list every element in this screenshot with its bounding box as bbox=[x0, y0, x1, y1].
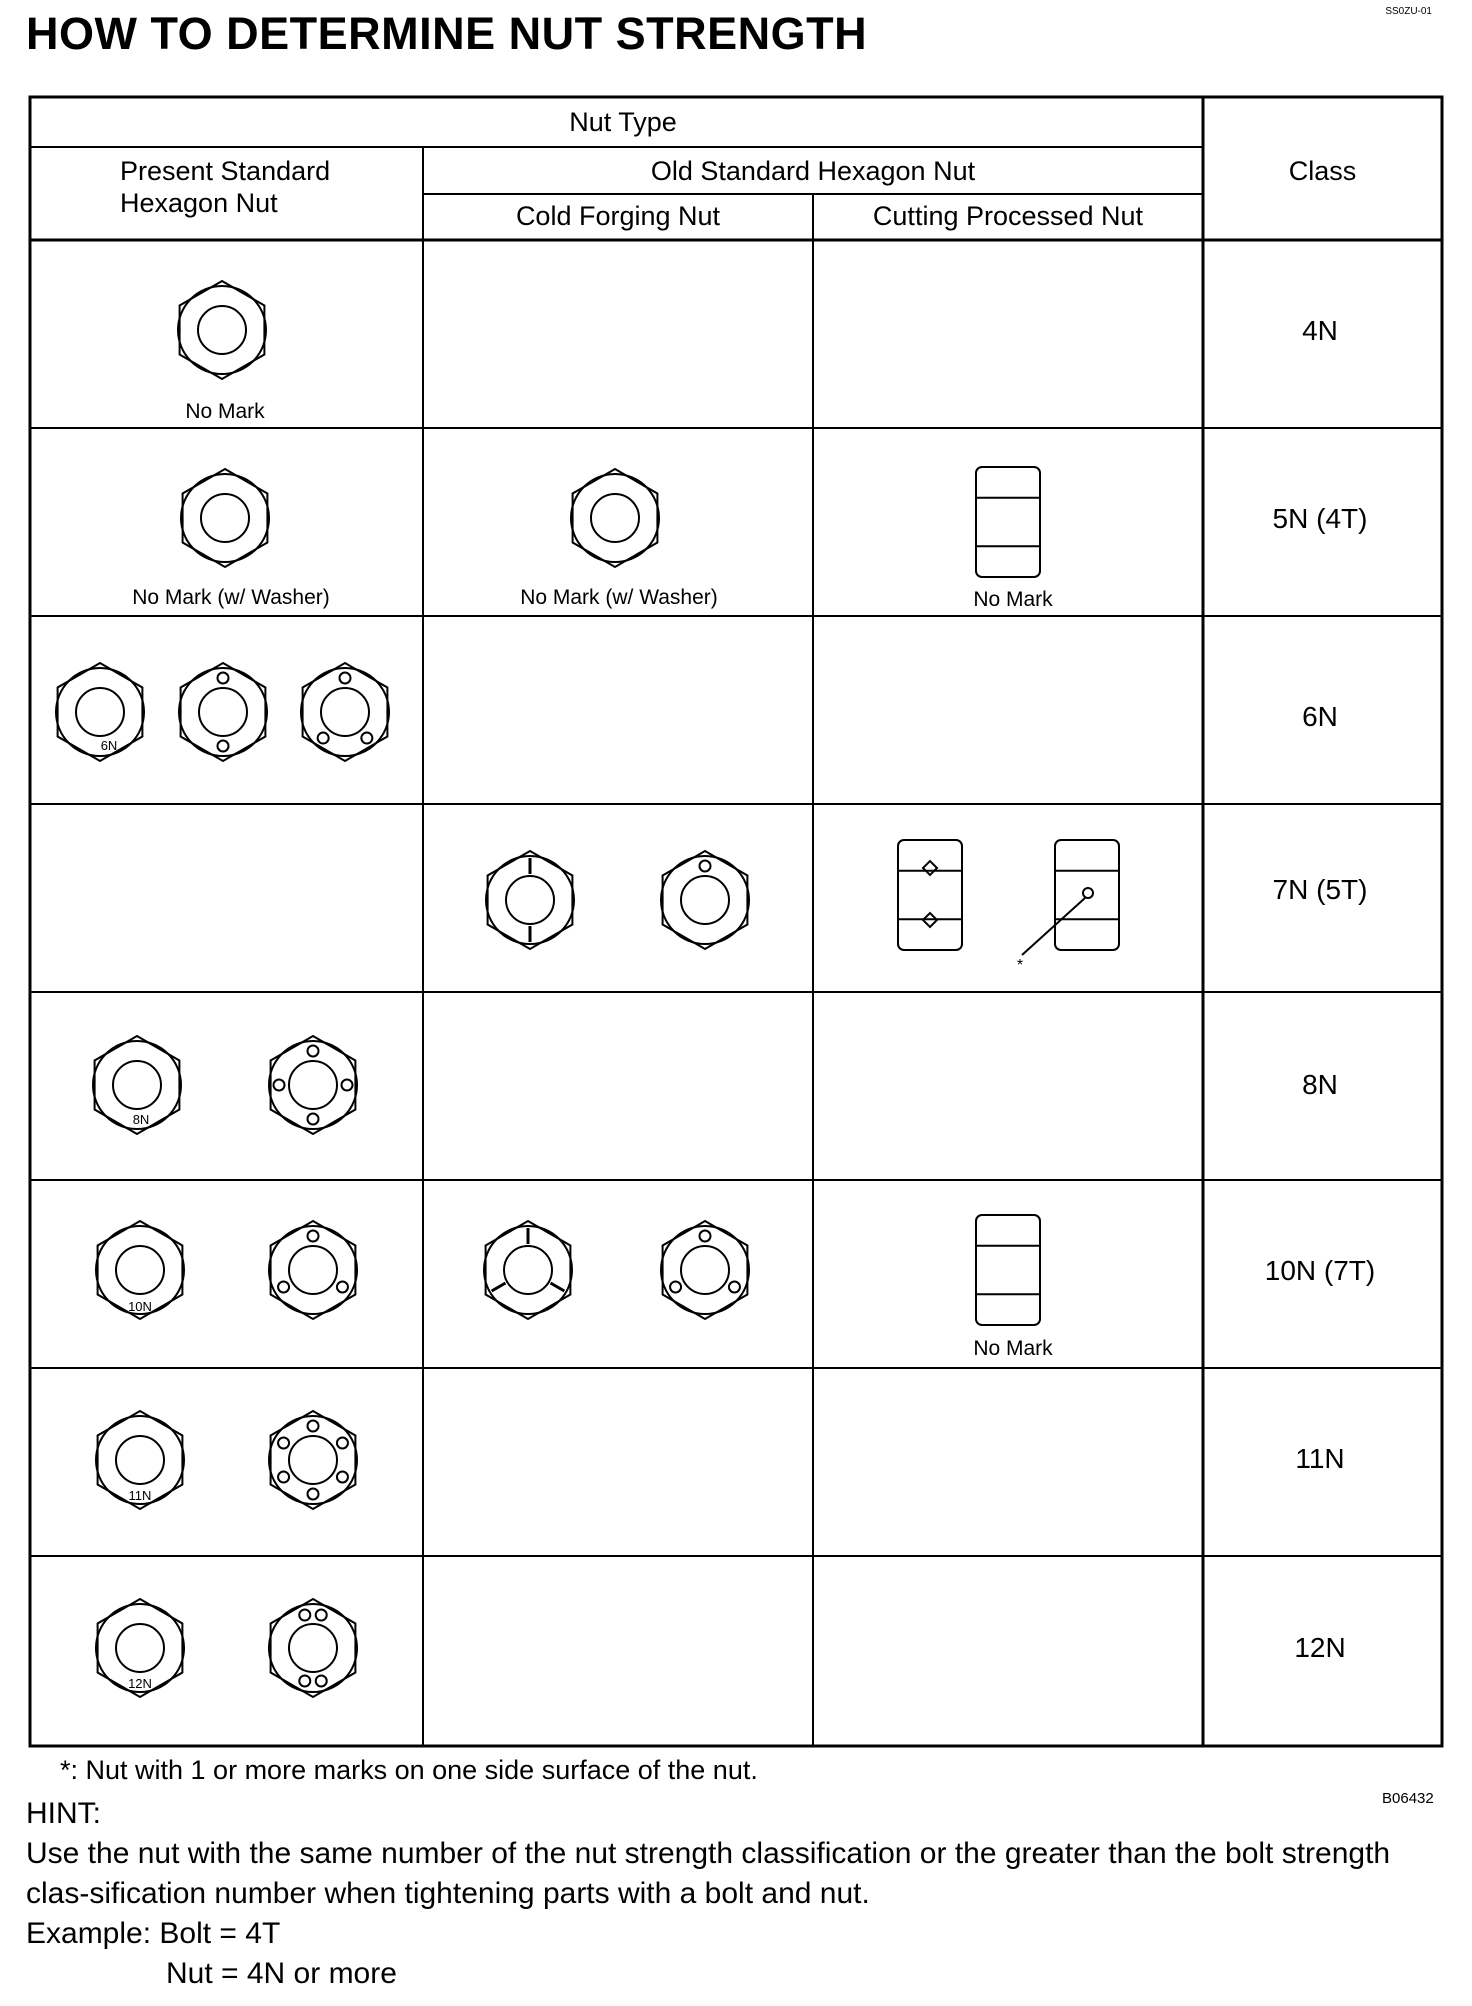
nut-mark-dot bbox=[337, 1438, 348, 1449]
nut-bore-circle bbox=[116, 1246, 164, 1294]
nut-bore-circle bbox=[289, 1436, 337, 1484]
hex-nut-icon bbox=[271, 1221, 356, 1319]
nut-slot-mark bbox=[551, 1283, 565, 1291]
nut-side-view-icon bbox=[898, 840, 962, 950]
class-value: 11N bbox=[1295, 1443, 1345, 1474]
hint-body: Use the nut with the same number of the nut strength classification or the greater than the bolt strength clas-sification number when tightening parts with a bolt and nut. bbox=[26, 1837, 1391, 1910]
header-nut-type: Nut Type bbox=[569, 107, 677, 137]
nut-mark-dot bbox=[700, 861, 711, 872]
nut-label: 11N bbox=[128, 1488, 152, 1503]
hex-nut-icon bbox=[663, 1221, 748, 1319]
class-value: 7N (5T) bbox=[1272, 874, 1368, 905]
nut-caption: No Mark (w/ Washer) bbox=[520, 586, 718, 609]
hex-nut-icon bbox=[180, 281, 265, 379]
footnote: *: Nut with 1 or more marks on one side surface of the nut. bbox=[60, 1755, 758, 1785]
nut-bore-circle bbox=[113, 1061, 161, 1109]
nut-bore-circle bbox=[321, 688, 369, 736]
class-value: 6N bbox=[1302, 701, 1338, 732]
header-present-standard-2: Hexagon Nut bbox=[120, 188, 278, 218]
nut-bore-circle bbox=[504, 1246, 552, 1294]
nut-bore-circle bbox=[199, 688, 247, 736]
nut-mark-dot bbox=[308, 1114, 319, 1125]
hex-nut-icon bbox=[271, 1411, 356, 1509]
nut-bore-circle bbox=[289, 1624, 337, 1672]
hex-nut-icon bbox=[181, 663, 266, 761]
leader-line bbox=[1022, 898, 1085, 955]
header-cold-forging: Cold Forging Nut bbox=[515, 201, 721, 231]
nut-face-circle bbox=[269, 1226, 357, 1314]
nut-face-circle bbox=[301, 668, 389, 756]
side-mark-dot bbox=[1083, 888, 1093, 898]
nut-bore-circle bbox=[116, 1436, 164, 1484]
hex-nut-icon bbox=[303, 663, 388, 761]
nut-mark-dot bbox=[308, 1046, 319, 1057]
nut-bore-circle bbox=[681, 1246, 729, 1294]
nut-mark-dot bbox=[308, 1489, 319, 1500]
nut-side-view-icon bbox=[1055, 840, 1119, 950]
nut-caption: No Mark bbox=[973, 588, 1053, 611]
nut-label: 8N bbox=[132, 1112, 150, 1127]
nut-bore-circle bbox=[681, 876, 729, 924]
nut-bore-circle bbox=[198, 306, 246, 354]
nut-mark-dot bbox=[729, 1282, 740, 1293]
nut-mark-dot bbox=[278, 1282, 289, 1293]
hex-nut-icon bbox=[663, 851, 748, 949]
nut-mark-dot bbox=[218, 741, 229, 752]
nut-face-circle bbox=[181, 474, 269, 562]
page-title: HOW TO DETERMINE NUT STRENGTH bbox=[26, 8, 868, 59]
nut-face-circle bbox=[661, 1226, 749, 1314]
nut-bore-circle bbox=[289, 1061, 337, 1109]
nut-mark-dot bbox=[278, 1438, 289, 1449]
hex-nut-icon bbox=[271, 1599, 356, 1697]
nut-mark-dot bbox=[342, 1080, 353, 1091]
nut-mark-dot bbox=[361, 733, 372, 744]
diamond-mark bbox=[923, 861, 937, 875]
nut-mark-dot bbox=[308, 1231, 319, 1242]
nut-mark-dot bbox=[299, 1610, 310, 1621]
nut-face-circle bbox=[179, 668, 267, 756]
class-value: 10N (7T) bbox=[1264, 1255, 1376, 1286]
nut-mark-dot bbox=[299, 1675, 310, 1686]
nut-mark-dot bbox=[340, 673, 351, 684]
nut-face-circle bbox=[269, 1416, 357, 1504]
nut-mark-dot bbox=[700, 1231, 711, 1242]
nut-face-circle bbox=[178, 286, 266, 374]
hint-label: HINT: bbox=[26, 1797, 101, 1830]
nut-face-circle bbox=[571, 474, 659, 562]
nut-side-view-icon bbox=[976, 467, 1040, 577]
nut-mark-dot bbox=[278, 1472, 289, 1483]
nut-mark-dot bbox=[274, 1080, 285, 1091]
class-value: 4N bbox=[1302, 315, 1338, 346]
nut-label: 6N bbox=[100, 738, 118, 753]
nut-face-circle bbox=[269, 1604, 357, 1692]
nut-bore-circle bbox=[76, 688, 124, 736]
nut-bore-circle bbox=[591, 494, 639, 542]
figure-code: B06432 bbox=[1382, 1790, 1434, 1807]
nut-mark-dot bbox=[316, 1675, 327, 1686]
nut-label: 12N bbox=[128, 1676, 152, 1691]
nut-bore-circle bbox=[201, 494, 249, 542]
nut-face-circle bbox=[269, 1041, 357, 1129]
nut-bore-circle bbox=[289, 1246, 337, 1294]
nut-mark-dot bbox=[316, 1610, 327, 1621]
nut-side-view-icon bbox=[976, 1215, 1040, 1325]
class-value: 8N bbox=[1302, 1069, 1338, 1100]
nut-mark-dot bbox=[318, 733, 329, 744]
header-class: Class bbox=[1288, 156, 1357, 186]
document-code: SS0ZU-01 bbox=[1385, 6, 1432, 17]
nut-caption: No Mark (w/ Washer) bbox=[132, 586, 330, 609]
nut-face-circle bbox=[661, 856, 749, 944]
header-cutting-processed: Cutting Processed Nut bbox=[872, 201, 1144, 231]
nut-caption: No Mark bbox=[185, 400, 265, 423]
nut-mark-dot bbox=[337, 1472, 348, 1483]
nut-slot-mark bbox=[492, 1283, 506, 1291]
class-value: 12N bbox=[1294, 1632, 1346, 1663]
example-line-1: Example: Bolt = 4T bbox=[26, 1917, 281, 1950]
nut-label: 10N bbox=[128, 1299, 152, 1314]
class-value: 5N (4T) bbox=[1272, 503, 1368, 534]
asterisk-label: * bbox=[1016, 957, 1024, 974]
nut-mark-dot bbox=[337, 1282, 348, 1293]
example-line-2: Nut = 4N or more bbox=[166, 1957, 397, 1990]
nut-mark-dot bbox=[670, 1282, 681, 1293]
hex-nut-icon bbox=[271, 1036, 356, 1134]
nut-mark-dot bbox=[218, 673, 229, 684]
hex-nut-icon bbox=[183, 469, 268, 567]
nut-mark-dot bbox=[308, 1421, 319, 1432]
header-old-standard: Old Standard Hexagon Nut bbox=[650, 156, 976, 186]
header-present-standard: Present Standard bbox=[120, 156, 331, 186]
hex-nut-icon bbox=[573, 469, 658, 567]
nut-bore-circle bbox=[506, 876, 554, 924]
nut-caption: No Mark bbox=[973, 1337, 1053, 1360]
nut-bore-circle bbox=[116, 1624, 164, 1672]
